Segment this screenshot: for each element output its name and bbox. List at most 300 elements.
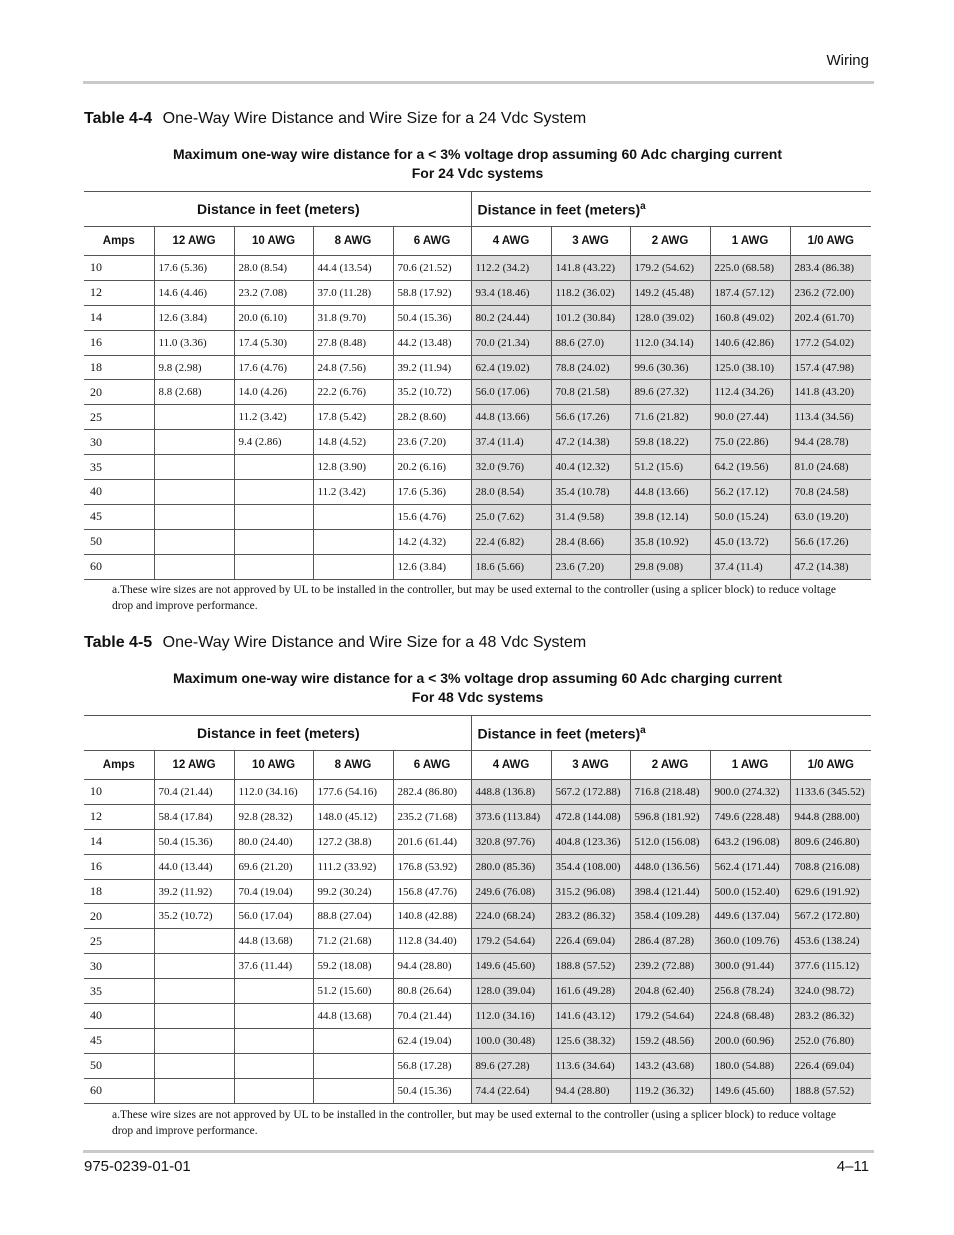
table-cell: 226.4 (69.04)	[790, 1053, 871, 1078]
table-row	[84, 854, 871, 879]
table-cell: 179.2 (54.64)	[471, 929, 551, 954]
table-cell: 64.2 (19.56)	[710, 455, 790, 480]
table-cell: 226.4 (69.04)	[551, 929, 630, 954]
table-cell: 44.8 (13.66)	[471, 405, 551, 430]
table2-number: Table 4-5	[84, 634, 153, 651]
table-cell: 128.0 (39.02)	[630, 305, 710, 330]
table-cell: 39.2 (11.92)	[154, 879, 234, 904]
table-row	[84, 1004, 871, 1029]
table-row	[84, 1028, 871, 1053]
table-cell	[313, 1078, 393, 1103]
table-cell: 224.0 (68.24)	[471, 904, 551, 929]
table-cell: 35.2 (10.72)	[393, 380, 471, 405]
table-cell	[154, 1078, 234, 1103]
table-cell: 119.2 (36.32)	[630, 1078, 710, 1103]
table-cell: 749.6 (228.48)	[710, 804, 790, 829]
table1-title	[84, 110, 586, 128]
column-header: Amps	[84, 751, 154, 780]
table-cell: 161.6 (49.28)	[551, 979, 630, 1004]
page-number: 4–11	[836, 1158, 869, 1175]
column-header: 4 AWG	[471, 751, 551, 780]
table-cell	[154, 554, 234, 579]
table-cell: 252.0 (76.80)	[790, 1028, 871, 1053]
table-row	[84, 929, 871, 954]
table-cell: 140.8 (42.88)	[393, 904, 471, 929]
table-cell: 286.4 (87.28)	[630, 929, 710, 954]
table1-caption-line1: Maximum one-way wire distance for a < 3% voltage drop assuming 60 Adc charging current	[172, 146, 783, 162]
amps-cell: 20	[84, 904, 154, 929]
table-cell: 112.8 (34.40)	[393, 929, 471, 954]
table-cell	[154, 979, 234, 1004]
table-cell	[154, 480, 234, 505]
amps-cell: 60	[84, 1078, 154, 1103]
table-cell	[234, 455, 313, 480]
table-cell: 1133.6 (345.52)	[790, 780, 871, 805]
table-cell: 188.8 (57.52)	[790, 1078, 871, 1103]
column-header: 12 AWG	[154, 227, 234, 256]
table-cell	[154, 455, 234, 480]
table-cell	[154, 929, 234, 954]
table-cell: 58.8 (17.92)	[393, 280, 471, 305]
table-row	[84, 405, 871, 430]
amps-cell: 40	[84, 1004, 154, 1029]
table-cell: 17.6 (5.36)	[393, 480, 471, 505]
table-cell: 74.4 (22.64)	[471, 1078, 551, 1103]
table-cell	[234, 1078, 313, 1103]
table-cell: 44.8 (13.68)	[313, 1004, 393, 1029]
table-cell: 324.0 (98.72)	[790, 979, 871, 1004]
table-cell: 354.4 (108.00)	[551, 854, 630, 879]
table-cell: 44.8 (13.66)	[630, 480, 710, 505]
table-cell: 58.4 (17.84)	[154, 804, 234, 829]
table-row	[84, 554, 871, 579]
table-cell: 31.8 (9.70)	[313, 305, 393, 330]
table-cell: 283.2 (86.32)	[551, 904, 630, 929]
table1-footnote: a.These wire sizes are not approved by UL to be installed in the controller, but may be used external to the controller (using a splicer block) to reduce voltage drop and improve performance.	[112, 584, 837, 612]
amps-cell: 60	[84, 554, 154, 579]
table-cell: 56.8 (17.28)	[393, 1053, 471, 1078]
table-cell: 14.2 (4.32)	[393, 529, 471, 554]
table-cell: 80.2 (24.44)	[471, 305, 551, 330]
table-cell: 629.6 (191.92)	[790, 879, 871, 904]
table-cell: 176.8 (53.92)	[393, 854, 471, 879]
column-header: 2 AWG	[630, 751, 710, 780]
table-cell: 567.2 (172.88)	[551, 780, 630, 805]
table-row	[84, 904, 871, 929]
table-row	[84, 430, 871, 455]
table-cell: 201.6 (61.44)	[393, 829, 471, 854]
amps-cell: 45	[84, 504, 154, 529]
table-row	[84, 330, 871, 355]
amps-cell: 45	[84, 1028, 154, 1053]
table-cell: 59.8 (18.22)	[630, 430, 710, 455]
table-cell: 358.4 (109.28)	[630, 904, 710, 929]
table-cell: 127.2 (38.8)	[313, 829, 393, 854]
amps-cell: 35	[84, 979, 154, 1004]
column-header: 8 AWG	[313, 227, 393, 256]
table-cell: 282.4 (86.80)	[393, 780, 471, 805]
table-cell	[154, 954, 234, 979]
table1-number: Table 4-4	[84, 110, 153, 127]
table-cell: 315.2 (96.08)	[551, 879, 630, 904]
table-cell: 70.8 (21.58)	[551, 380, 630, 405]
table-cell: 200.0 (60.96)	[710, 1028, 790, 1053]
table2-title	[84, 634, 586, 652]
table-cell: 35.4 (10.78)	[551, 480, 630, 505]
table1-wire-distance	[84, 191, 871, 580]
table-cell: 900.0 (274.32)	[710, 780, 790, 805]
table-cell: 35.2 (10.72)	[154, 904, 234, 929]
table-cell: 149.2 (45.48)	[630, 280, 710, 305]
table2-group-header-2: Distance in feet (meters)$^a$	[471, 716, 871, 751]
table-cell: 50.4 (15.36)	[393, 305, 471, 330]
table-row	[84, 480, 871, 505]
table-cell: 101.2 (30.84)	[551, 305, 630, 330]
table-cell: 50.0 (15.24)	[710, 504, 790, 529]
table-cell: 180.0 (54.88)	[710, 1053, 790, 1078]
table-cell: 128.0 (39.04)	[471, 979, 551, 1004]
table-cell: 125.0 (38.10)	[710, 355, 790, 380]
table-cell: 320.8 (97.76)	[471, 829, 551, 854]
table-cell: 377.6 (115.12)	[790, 954, 871, 979]
table-cell: 70.0 (21.34)	[471, 330, 551, 355]
table-cell: 45.0 (13.72)	[710, 529, 790, 554]
column-header: 4 AWG	[471, 227, 551, 256]
table-cell: 37.6 (11.44)	[234, 954, 313, 979]
table-cell: 373.6 (113.84)	[471, 804, 551, 829]
header-rule	[83, 81, 874, 84]
table-cell: 9.4 (2.86)	[234, 430, 313, 455]
table-cell: 70.6 (21.52)	[393, 256, 471, 281]
table-cell: 18.6 (5.66)	[471, 554, 551, 579]
table-row	[84, 256, 871, 281]
table-cell: 15.6 (4.76)	[393, 504, 471, 529]
document-number: 975-0239-01-01	[84, 1158, 191, 1175]
table-cell	[154, 430, 234, 455]
table-cell: 44.4 (13.54)	[313, 256, 393, 281]
table-cell: 51.2 (15.6)	[630, 455, 710, 480]
column-header: 3 AWG	[551, 751, 630, 780]
column-header: 6 AWG	[393, 227, 471, 256]
amps-cell: 30	[84, 954, 154, 979]
table-cell: 179.2 (54.62)	[630, 256, 710, 281]
table-cell: 148.0 (45.12)	[313, 804, 393, 829]
table1-title-text: One-Way Wire Distance and Wire Size for a 24 Vdc System	[162, 110, 587, 127]
table-cell: 56.0 (17.04)	[234, 904, 313, 929]
table-cell	[234, 1004, 313, 1029]
table1-caption	[84, 145, 871, 183]
table-cell: 256.8 (78.24)	[710, 979, 790, 1004]
table-cell: 14.0 (4.26)	[234, 380, 313, 405]
table-row	[84, 954, 871, 979]
table-cell: 22.4 (6.82)	[471, 529, 551, 554]
table-row	[84, 979, 871, 1004]
table-row	[84, 879, 871, 904]
table-cell: 39.8 (12.14)	[630, 504, 710, 529]
column-header: 3 AWG	[551, 227, 630, 256]
amps-cell: 18	[84, 879, 154, 904]
table-row	[84, 804, 871, 829]
table-cell: 143.2 (43.68)	[630, 1053, 710, 1078]
table-cell: 202.4 (61.70)	[790, 305, 871, 330]
table2-caption	[84, 669, 871, 707]
table-cell	[234, 1053, 313, 1078]
table-cell: 157.4 (47.98)	[790, 355, 871, 380]
table-cell: 204.8 (62.40)	[630, 979, 710, 1004]
table-cell	[234, 504, 313, 529]
table-cell: 27.8 (8.48)	[313, 330, 393, 355]
table2-caption-line1: Maximum one-way wire distance for a < 3% voltage drop assuming 60 Adc charging current	[172, 670, 783, 686]
table-row	[84, 355, 871, 380]
table-cell: 70.4 (21.44)	[154, 780, 234, 805]
table-cell: 88.8 (27.04)	[313, 904, 393, 929]
table-cell: 11.0 (3.36)	[154, 330, 234, 355]
table-cell: 69.6 (21.20)	[234, 854, 313, 879]
table-cell: 20.0 (6.10)	[234, 305, 313, 330]
table2-group-header-1: Distance in feet (meters)	[84, 716, 471, 751]
table-row	[84, 1078, 871, 1103]
table-cell: 32.0 (9.76)	[471, 455, 551, 480]
table-cell: 31.4 (9.58)	[551, 504, 630, 529]
table-cell: 113.6 (34.64)	[551, 1053, 630, 1078]
table-cell: 28.0 (8.54)	[471, 480, 551, 505]
table-cell: 71.2 (21.68)	[313, 929, 393, 954]
table-cell: 404.8 (123.36)	[551, 829, 630, 854]
amps-cell: 12	[84, 280, 154, 305]
table-cell: 75.0 (22.86)	[710, 430, 790, 455]
table-cell: 28.4 (8.66)	[551, 529, 630, 554]
table-cell: 35.8 (10.92)	[630, 529, 710, 554]
table-cell: 99.6 (30.36)	[630, 355, 710, 380]
column-header: 1 AWG	[710, 751, 790, 780]
table-cell: 28.0 (8.54)	[234, 256, 313, 281]
table-cell: 177.6 (54.16)	[313, 780, 393, 805]
table-row	[84, 1053, 871, 1078]
table-cell: 56.6 (17.26)	[551, 405, 630, 430]
table-cell: 300.0 (91.44)	[710, 954, 790, 979]
table1-body	[84, 256, 871, 580]
table-cell: 28.2 (8.60)	[393, 405, 471, 430]
table2-footnote: a.These wire sizes are not approved by UL to be installed in the controller, but may be used external to the controller (using a splicer block) to reduce voltage drop and improve performance.	[112, 1109, 837, 1137]
table-cell: 118.2 (36.02)	[551, 280, 630, 305]
table-cell	[234, 529, 313, 554]
table-row	[84, 829, 871, 854]
table-cell: 14.6 (4.46)	[154, 280, 234, 305]
table-cell: 56.6 (17.26)	[790, 529, 871, 554]
table-cell: 12.8 (3.90)	[313, 455, 393, 480]
table-cell: 112.0 (34.16)	[234, 780, 313, 805]
amps-cell: 14	[84, 305, 154, 330]
amps-cell: 10	[84, 780, 154, 805]
table-row	[84, 305, 871, 330]
table-cell: 188.8 (57.52)	[551, 954, 630, 979]
table-cell: 236.2 (72.00)	[790, 280, 871, 305]
table-cell: 224.8 (68.48)	[710, 1004, 790, 1029]
table-cell: 398.4 (121.44)	[630, 879, 710, 904]
column-header: 10 AWG	[234, 751, 313, 780]
table-cell: 141.8 (43.22)	[551, 256, 630, 281]
table-cell: 89.6 (27.28)	[471, 1053, 551, 1078]
table-row	[84, 455, 871, 480]
table-cell: 14.8 (4.52)	[313, 430, 393, 455]
table-cell	[154, 529, 234, 554]
table-cell: 22.2 (6.76)	[313, 380, 393, 405]
table-cell: 113.4 (34.56)	[790, 405, 871, 430]
table-cell: 448.0 (136.56)	[630, 854, 710, 879]
table2-wire-distance	[84, 715, 871, 1104]
table-cell: 708.8 (216.08)	[790, 854, 871, 879]
table-row	[84, 380, 871, 405]
table-cell	[154, 1053, 234, 1078]
table-cell: 23.6 (7.20)	[393, 430, 471, 455]
table-cell: 12.6 (3.84)	[154, 305, 234, 330]
table-cell: 89.6 (27.32)	[630, 380, 710, 405]
table-cell: 500.0 (152.40)	[710, 879, 790, 904]
table-cell	[234, 979, 313, 1004]
amps-cell: 40	[84, 480, 154, 505]
table-row	[84, 504, 871, 529]
table-cell: 50.4 (15.36)	[154, 829, 234, 854]
amps-cell: 50	[84, 529, 154, 554]
amps-cell: 16	[84, 854, 154, 879]
table-cell: 177.2 (54.02)	[790, 330, 871, 355]
table2-caption-line2: For 48 Vdc systems	[411, 689, 544, 705]
table-cell: 90.0 (27.44)	[710, 405, 790, 430]
amps-cell: 20	[84, 380, 154, 405]
table-cell: 8.8 (2.68)	[154, 380, 234, 405]
table-cell: 94.4 (28.78)	[790, 430, 871, 455]
table-cell: 51.2 (15.60)	[313, 979, 393, 1004]
table-cell: 37.4 (11.4)	[710, 554, 790, 579]
column-header: 6 AWG	[393, 751, 471, 780]
table-cell: 88.6 (27.0)	[551, 330, 630, 355]
table2-body	[84, 780, 871, 1104]
table-cell	[154, 1004, 234, 1029]
table-cell: 20.2 (6.16)	[393, 455, 471, 480]
table-cell: 112.2 (34.2)	[471, 256, 551, 281]
table-cell: 37.0 (11.28)	[313, 280, 393, 305]
table-cell: 156.8 (47.76)	[393, 879, 471, 904]
table-cell: 29.8 (9.08)	[630, 554, 710, 579]
table-cell: 47.2 (14.38)	[551, 430, 630, 455]
table-cell	[313, 1053, 393, 1078]
table-cell: 17.4 (5.30)	[234, 330, 313, 355]
table-cell: 472.8 (144.08)	[551, 804, 630, 829]
table-cell: 63.0 (19.20)	[790, 504, 871, 529]
table-cell: 453.6 (138.24)	[790, 929, 871, 954]
table-cell: 112.0 (34.16)	[471, 1004, 551, 1029]
table-cell: 62.4 (19.02)	[471, 355, 551, 380]
table-cell: 12.6 (3.84)	[393, 554, 471, 579]
table-cell: 283.2 (86.32)	[790, 1004, 871, 1029]
table-cell: 159.2 (48.56)	[630, 1028, 710, 1053]
table-cell: 44.2 (13.48)	[393, 330, 471, 355]
amps-cell: 50	[84, 1053, 154, 1078]
table-cell: 78.8 (24.02)	[551, 355, 630, 380]
table-cell: 567.2 (172.80)	[790, 904, 871, 929]
table-cell: 449.6 (137.04)	[710, 904, 790, 929]
table-cell	[313, 554, 393, 579]
table-cell: 809.6 (246.80)	[790, 829, 871, 854]
amps-cell: 12	[84, 804, 154, 829]
table-cell: 448.8 (136.8)	[471, 780, 551, 805]
table-cell: 25.0 (7.62)	[471, 504, 551, 529]
table-cell: 23.6 (7.20)	[551, 554, 630, 579]
table-cell: 225.0 (68.58)	[710, 256, 790, 281]
table-cell: 59.2 (18.08)	[313, 954, 393, 979]
table-cell	[154, 1028, 234, 1053]
table-cell: 37.4 (11.4)	[471, 430, 551, 455]
table-cell: 40.4 (12.32)	[551, 455, 630, 480]
table-row	[84, 529, 871, 554]
table1-column-headers	[84, 227, 871, 256]
table-cell	[154, 504, 234, 529]
table-cell: 71.6 (21.82)	[630, 405, 710, 430]
table2-title-text: One-Way Wire Distance and Wire Size for a 48 Vdc System	[162, 634, 587, 651]
column-header: 8 AWG	[313, 751, 393, 780]
table-cell: 44.0 (13.44)	[154, 854, 234, 879]
table-cell: 62.4 (19.04)	[393, 1028, 471, 1053]
table-cell: 94.4 (28.80)	[393, 954, 471, 979]
amps-cell: 35	[84, 455, 154, 480]
column-header: 12 AWG	[154, 751, 234, 780]
table-cell: 47.2 (14.38)	[790, 554, 871, 579]
table-cell: 239.2 (72.88)	[630, 954, 710, 979]
table-cell: 17.6 (4.76)	[234, 355, 313, 380]
table-cell: 235.2 (71.68)	[393, 804, 471, 829]
table-cell: 80.0 (24.40)	[234, 829, 313, 854]
table-cell: 562.4 (171.44)	[710, 854, 790, 879]
table-cell: 160.8 (49.02)	[710, 305, 790, 330]
table-row	[84, 780, 871, 805]
column-header: Amps	[84, 227, 154, 256]
amps-cell: 30	[84, 430, 154, 455]
table-cell: 92.8 (28.32)	[234, 804, 313, 829]
table-cell: 81.0 (24.68)	[790, 455, 871, 480]
table-cell: 596.8 (181.92)	[630, 804, 710, 829]
table-cell: 944.8 (288.00)	[790, 804, 871, 829]
table-cell: 11.2 (3.42)	[313, 480, 393, 505]
table-cell: 70.4 (19.04)	[234, 879, 313, 904]
table-cell: 50.4 (15.36)	[393, 1078, 471, 1103]
table-cell: 112.4 (34.26)	[710, 380, 790, 405]
table-cell: 716.8 (218.48)	[630, 780, 710, 805]
table-cell: 512.0 (156.08)	[630, 829, 710, 854]
table-cell: 80.8 (26.64)	[393, 979, 471, 1004]
table-cell	[313, 1028, 393, 1053]
table-cell: 93.4 (18.46)	[471, 280, 551, 305]
table-cell: 23.2 (7.08)	[234, 280, 313, 305]
table-cell: 24.8 (7.56)	[313, 355, 393, 380]
table-cell: 112.0 (34.14)	[630, 330, 710, 355]
table-cell	[234, 480, 313, 505]
amps-cell: 14	[84, 829, 154, 854]
table-cell: 94.4 (28.80)	[551, 1078, 630, 1103]
table-cell: 187.4 (57.12)	[710, 280, 790, 305]
column-header: 10 AWG	[234, 227, 313, 256]
table-cell: 149.6 (45.60)	[471, 954, 551, 979]
column-header: 1/0 AWG	[790, 227, 871, 256]
table-cell: 100.0 (30.48)	[471, 1028, 551, 1053]
table-cell: 9.8 (2.98)	[154, 355, 234, 380]
table-cell	[313, 529, 393, 554]
table-cell: 179.2 (54.64)	[630, 1004, 710, 1029]
amps-cell: 10	[84, 256, 154, 281]
footer-rule	[83, 1150, 874, 1153]
table-cell	[234, 554, 313, 579]
column-header: 1/0 AWG	[790, 751, 871, 780]
table-cell	[234, 1028, 313, 1053]
